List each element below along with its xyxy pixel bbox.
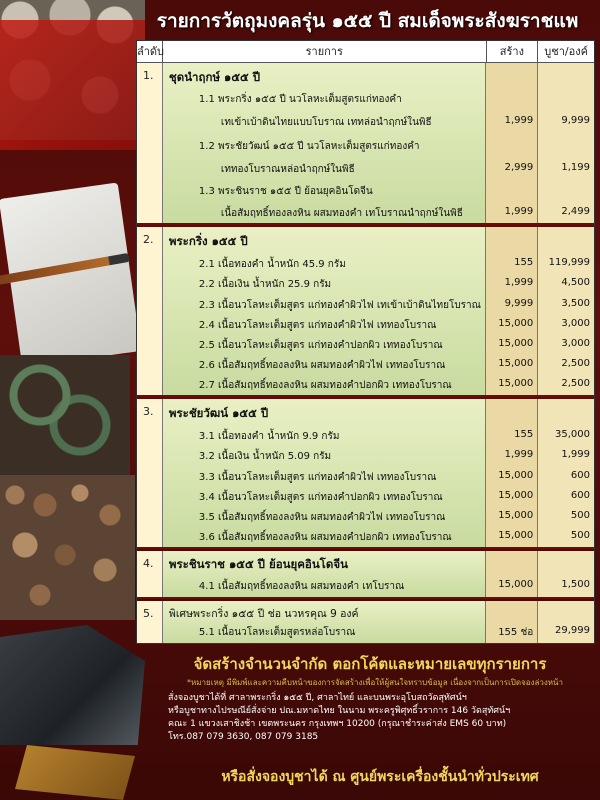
price-column: [538, 601, 594, 643]
order-nationwide-text: หรือสั่งจองบูชาได้ ณ ศูนย์พระเครื่องชั้นนำทั่วประเทศ: [221, 769, 539, 785]
section-5: [137, 601, 594, 643]
section-body: [163, 63, 487, 223]
section-body: [163, 601, 487, 643]
build-value: 1,999: [504, 449, 534, 460]
price-value: 3,500: [561, 298, 590, 309]
section-number: 2.: [137, 227, 163, 395]
price-value: 9,999: [561, 115, 590, 126]
section-2: [137, 227, 594, 397]
build-value: 15,000: [498, 318, 534, 329]
section-number: 4.: [137, 551, 163, 597]
price-value: 1,500: [561, 579, 590, 590]
build-value: 15,000: [498, 490, 534, 501]
build-column: [486, 399, 538, 547]
item-line: 3.2 เนื้อเงิน น้ำหนัก 5.09 กรัม: [198, 451, 332, 462]
build-column: [486, 551, 538, 597]
item-line: เทเข้าเบ้าดินไทยแบบโบราณ เททล่อนำฤกษ์ในพิธี: [220, 117, 432, 128]
price-value: 119,999: [548, 257, 590, 268]
item-line: เททองโบราณหล่อนำฤกษ์ในพิธี: [220, 164, 355, 175]
price-value: 35,000: [555, 429, 590, 440]
price-value: 4,500: [561, 277, 590, 288]
price-value: 2,499: [561, 206, 590, 217]
build-column: [486, 601, 538, 643]
build-value: 1,999: [504, 206, 534, 217]
footer-note: *หมายเหตุ มีพิมพ์และความคืบหน้าของการจัดสร้างเพื่อให้ผู้สนใจทราบข้อมูล เนื่องจากเป็นการเปิดจองล่วงหน้า: [186, 678, 564, 687]
item-line: เนื้อสัมฤทธิ์ทองลงหิน ผสมทองคำ เทโบราณนำฤกษ์ในพิธี: [220, 208, 463, 219]
build-value: 155: [514, 257, 534, 268]
item-line: 4.1 เนื้อสัมฤทธิ์ทองลงหิน ผสมทองคำ เทโบราณ: [198, 581, 405, 592]
item-line: 1.3 พระชินราช ๑๕๕ ปี ย้อนยุคอินโดจีน: [198, 186, 373, 197]
build-value: 1,999: [504, 277, 534, 288]
build-value: 15,000: [498, 378, 534, 389]
price-value: 500: [570, 510, 590, 521]
item-line: 2.3 เนื้อนวโลหะเต็มสูตร แก่ทองคำผิวไฟ เทเข้าเบ้าดินไทยโบราณ: [198, 300, 481, 311]
item-line: 3.4 เนื้อนวโลหะเต็มสูตร แก่ทองคำปอกผิว เททองโบราณ: [198, 492, 443, 503]
build-value: 9,999: [504, 298, 534, 309]
header-price: บูชา/องค์: [544, 45, 588, 58]
price-column: [538, 227, 594, 395]
item-line: 2.1 เนื้อทองคำ น้ำหนัก 45.9 กรัม: [198, 259, 346, 270]
price-value: 3,000: [561, 338, 590, 349]
item-line: 2.2 เนื้อเงิน น้ำหนัก 25.9 กรัม: [198, 279, 332, 290]
build-column: [486, 63, 538, 223]
price-value: 600: [570, 470, 590, 481]
item-line: 3.5 เนื้อสัมฤทธิ์ทองลงหิน ผสมทองคำผิวไฟ เททองโบราณ: [198, 512, 446, 523]
section-body: [163, 551, 487, 597]
contact-info: [168, 692, 593, 744]
build-value: 15,000: [498, 530, 534, 541]
header-build: สร้าง: [487, 41, 539, 62]
contact-line: โทร.087 079 3630, 087 079 3185: [168, 732, 319, 742]
build-value: 15,000: [498, 338, 534, 349]
red-cloth-image: [0, 20, 145, 150]
contact-line: หรือบูชาทางไปรษณีย์สั่งจ่าย ปณ.มหาดไทย ในนาม พระครูพิศุทธิ์วราการ 146 วัดสุทัศน์ฯ: [168, 706, 511, 716]
price-column: [538, 399, 594, 547]
build-value: 15,000: [498, 470, 534, 481]
price-value: 3,000: [561, 318, 590, 329]
build-value: 155 ช่อ: [498, 627, 534, 638]
gravel-image: [0, 475, 135, 620]
price-value: 500: [570, 530, 590, 541]
section-4: [137, 551, 594, 599]
item-line: 5.1 เนื้อนวโลหะเต็มสูตรหล่อโบราณ: [198, 627, 356, 638]
build-column: [486, 227, 538, 395]
contact-line: คณะ 1 แขวงเสาชิงช้า เขตพระนคร กรุงเทพฯ 10200 (กรุณาชำระค่าส่ง EMS 60 บาท): [168, 719, 507, 729]
section-title: พระชินราช ๑๕๕ ปี ย้อนยุคอินโดจีน: [168, 557, 348, 571]
contact-line: สั่งจองบูชาได้ที่ ศาลาพระกริ่ง ๑๕๕ ปี, ศาลาไทย์ และบนพระอุโบสถวัดสุทัศน์ฯ: [168, 693, 467, 703]
section-title: ชุดนำฤกษ์ ๑๕๕ ปี: [168, 70, 261, 84]
item-line: 2.5 เนื้อนวโลหะเต็มสูตร แก่ทองคำปอกผิว เททองโบราณ: [198, 340, 443, 351]
item-line: 2.7 เนื้อสัมฤทธิ์ทองลงหิน ผสมทองคำปอกผิว เททองโบราณ: [198, 380, 452, 391]
item-line: 3.3 เนื้อนวโลหะเต็มสูตร แก่ทองคำผิวไฟ เททองโบราณ: [198, 472, 437, 483]
limited-edition-headline: จัดสร้างจำนวนจำกัด ตอกโค้ตและหมายเลขทุกรายการ: [193, 655, 547, 673]
gold-ore-image: [15, 745, 135, 800]
price-value: 1,199: [561, 162, 590, 173]
decorative-collage: [0, 0, 145, 800]
build-value: 15,000: [498, 579, 534, 590]
item-line: 3.1 เนื้อทองคำ น้ำหนัก 9.9 กรัม: [198, 431, 340, 442]
section-body: [163, 399, 487, 547]
header-no: ลำดับ: [137, 41, 163, 62]
build-value: 2,999: [504, 162, 534, 173]
section-number: 5.: [137, 601, 163, 643]
price-table: [136, 40, 595, 644]
section-1: [137, 63, 594, 225]
build-value: 15,000: [498, 510, 534, 521]
price-value: 29,999: [555, 625, 590, 636]
item-line: 2.6 เนื้อสัมฤทธิ์ทองลงหิน ผสมทองคำผิวไฟ เททองโบราณ: [198, 360, 446, 371]
section-number: 3.: [137, 399, 163, 547]
build-value: 15,000: [498, 358, 534, 369]
table-header: [137, 41, 594, 63]
item-line: 1.2 พระชัยวัฒน์ ๑๕๕ ปี นวโลหะเต็มสูตรแก่ทองคำ: [198, 141, 420, 152]
header-item: รายการ: [163, 41, 487, 62]
price-value: 600: [570, 490, 590, 501]
price-value: 2,500: [561, 378, 590, 389]
section-body: [163, 227, 487, 395]
item-line: 2.4 เนื้อนวโลหะเต็มสูตร แก่ทองคำผิวไฟ เททองโบราณ: [198, 320, 437, 331]
ore-image: [0, 625, 145, 745]
item-line: 3.6 เนื้อสัมฤทธิ์ทองลงหิน ผสมทองคำปอกผิว เททองโบราณ: [198, 532, 452, 543]
section-title: พระชัยวัฒน์ ๑๕๕ ปี: [168, 406, 269, 420]
page-title: รายการวัตถุมงคลรุ่น ๑๕๕ ปี สมเด็จพระสังฆราชแพ: [156, 10, 579, 32]
section-title: พิเศษพระกริ่ง ๑๕๕ ปี ช่อ นวหรคุณ 9 องค์: [168, 608, 359, 620]
section-number: 1.: [137, 63, 163, 223]
section-3: [137, 399, 594, 549]
price-column: [538, 551, 594, 597]
item-line: 1.1 พระกริ่ง ๑๕๕ ปี นวโลหะเต็มสูตรแก่ทองคำ: [198, 94, 402, 105]
price-column: [538, 63, 594, 223]
price-value: 1,999: [561, 449, 590, 460]
build-value: 155: [514, 429, 534, 440]
bangles-image: [0, 355, 130, 475]
build-value: 1,999: [504, 115, 534, 126]
price-value: 2,500: [561, 358, 590, 369]
section-title: พระกริ่ง ๑๕๕ ปี: [168, 234, 248, 248]
